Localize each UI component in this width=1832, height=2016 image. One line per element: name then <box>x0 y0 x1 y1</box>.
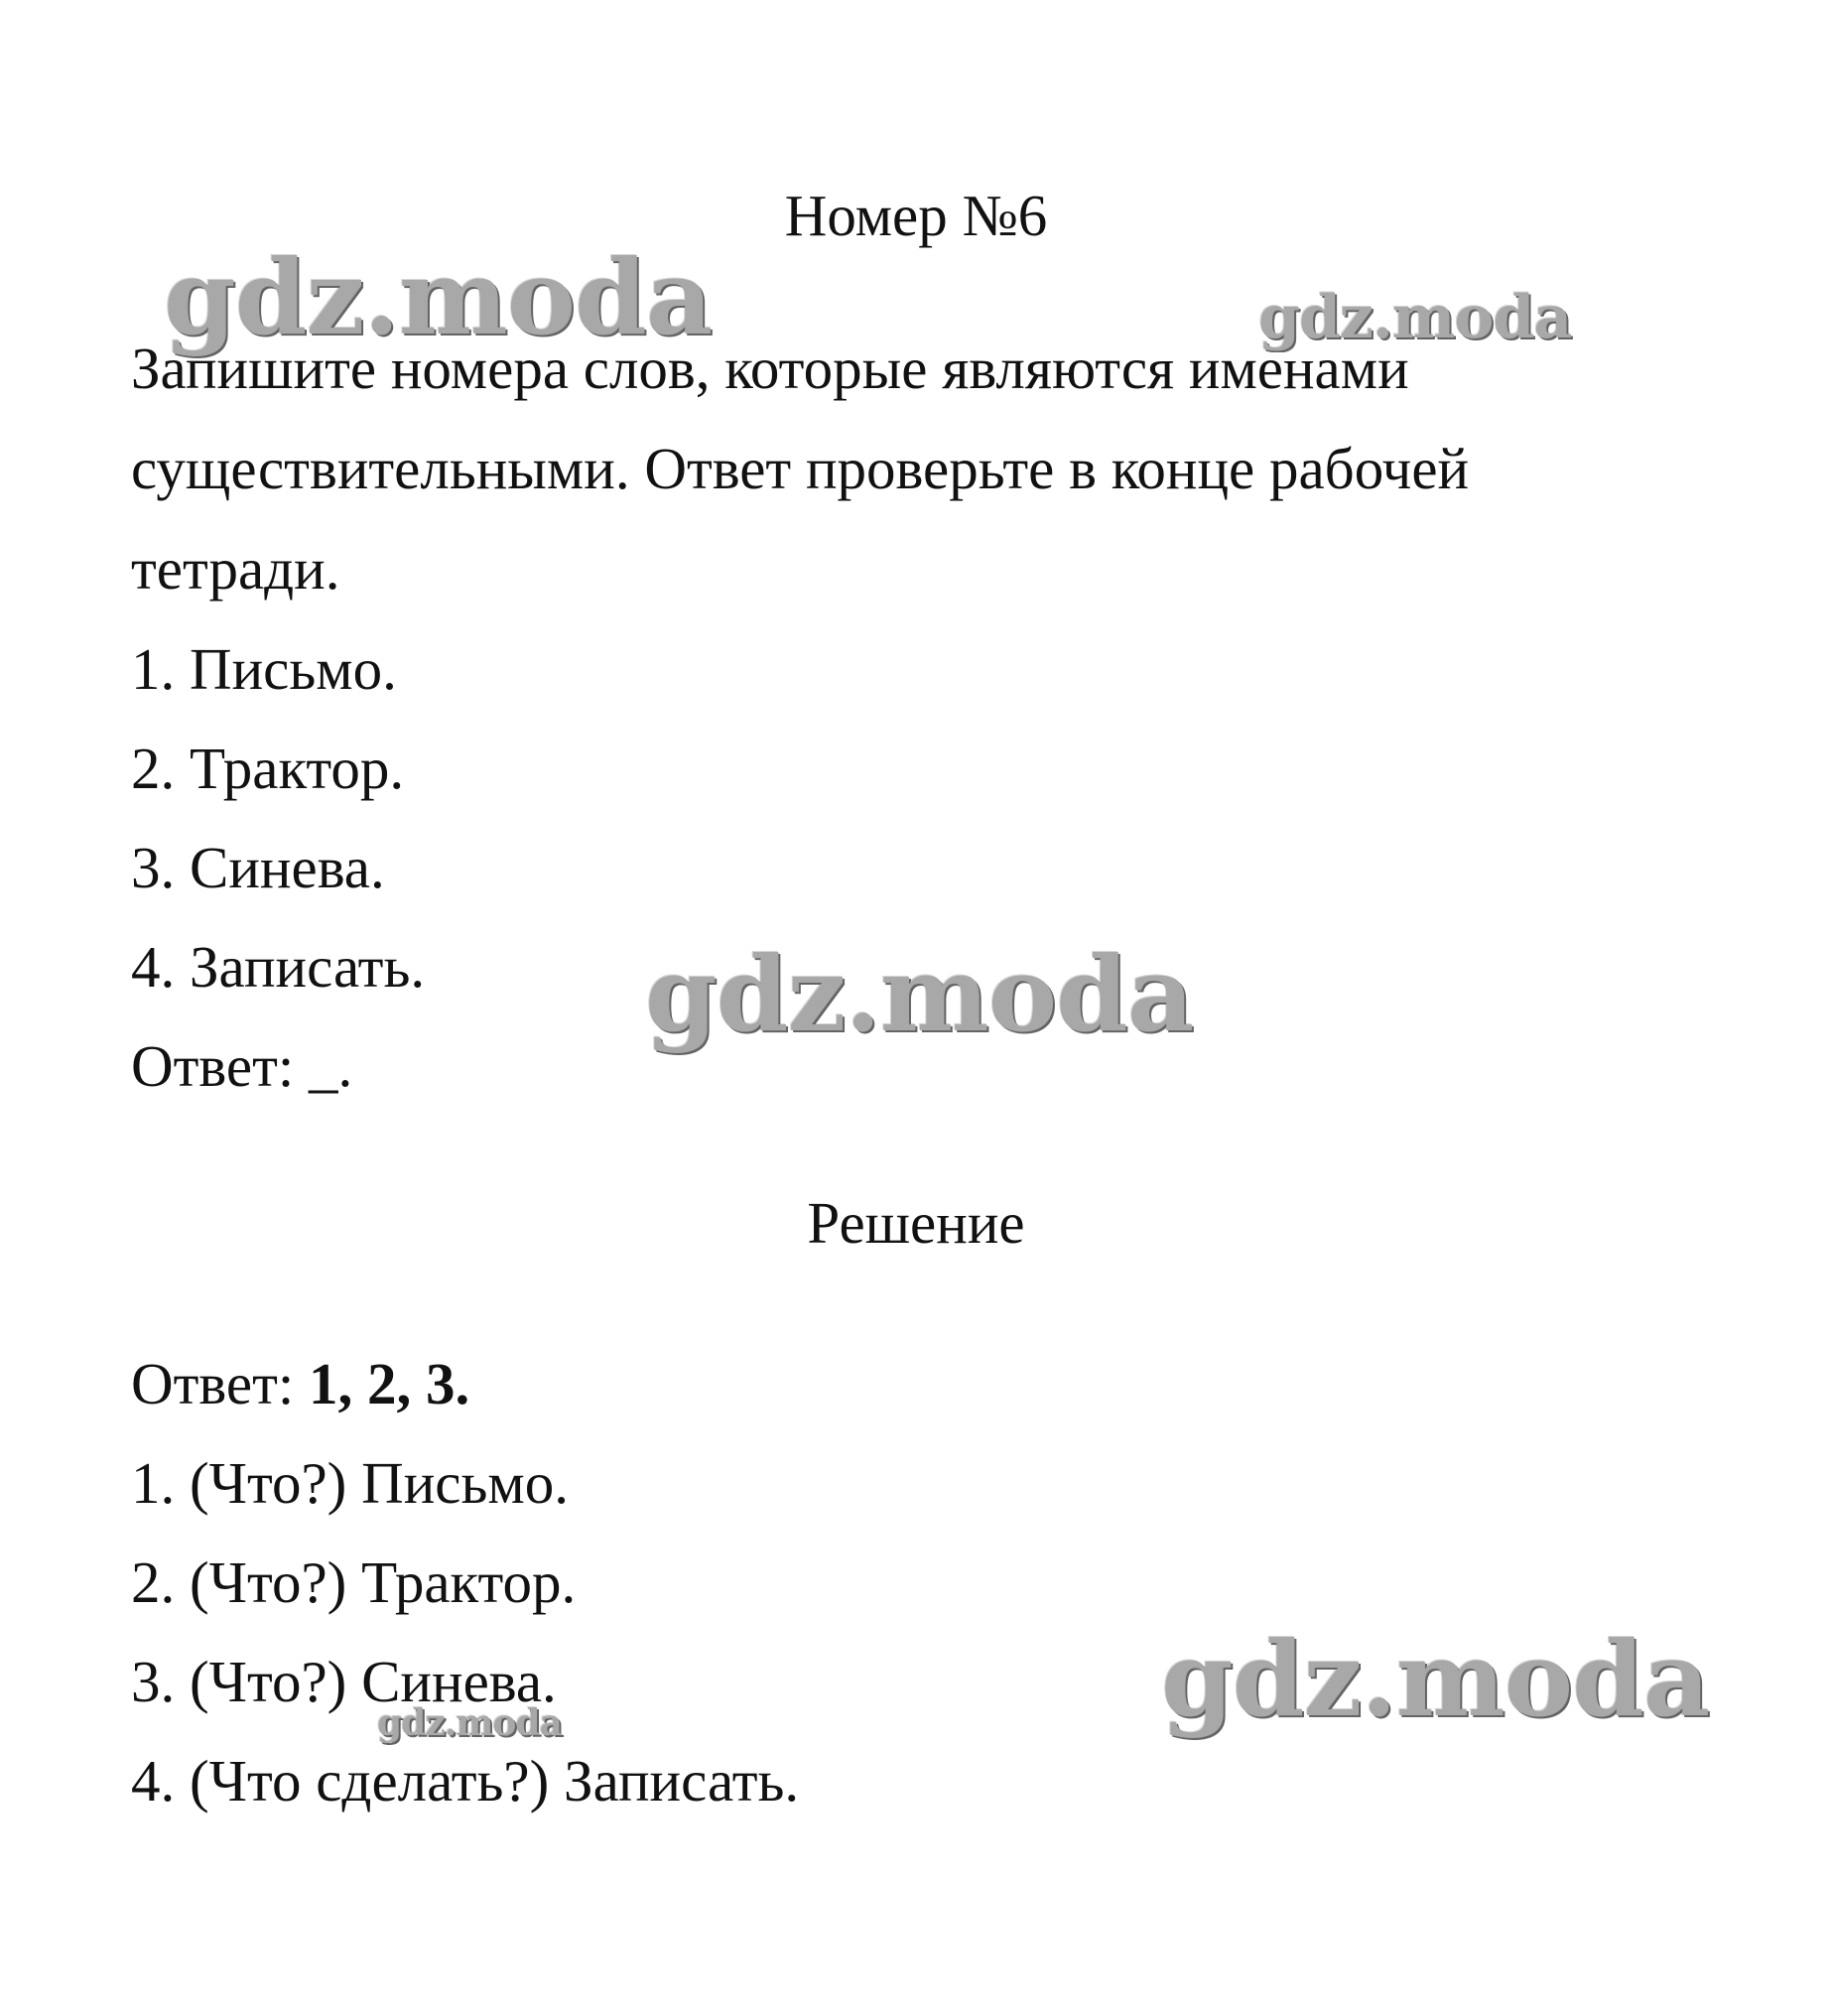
solution-item-4: 4. (Что сделать?) Записать. <box>131 1748 800 1814</box>
solution-answer-label: Ответ: <box>131 1351 295 1416</box>
watermark-logo: gdz.moda <box>377 1702 562 1744</box>
watermark-logo: gdz.moda <box>164 236 713 358</box>
solution-answer-value: 1, 2, 3. <box>309 1351 470 1416</box>
solution-heading: Решение <box>807 1190 1025 1256</box>
task-answer-blank: Ответ: _. <box>131 1033 353 1099</box>
task-item-2: 2. Трактор. <box>131 736 405 801</box>
task-line-1: Запишите номера слов, которые являются именами <box>131 336 1409 401</box>
task-line-3: тетради. <box>131 536 340 602</box>
solution-answer <box>131 1351 470 1416</box>
task-item-1: 1. Письмо. <box>131 636 397 702</box>
solution-item-1: 1. (Что?) Письмо. <box>131 1450 569 1516</box>
task-item-4: 4. Записать. <box>131 934 426 1000</box>
task-item-3: 3. Синева. <box>131 835 385 900</box>
watermark-logo: gdz.moda <box>1161 1618 1710 1740</box>
solution-item-3: 3. (Что?) Синева. <box>131 1649 557 1714</box>
watermark-logo: gdz.moda <box>645 933 1194 1055</box>
task-line-2: существительными. Ответ проверьте в конце рабочей <box>131 436 1470 501</box>
solution-item-2: 2. (Что?) Трактор. <box>131 1549 577 1615</box>
page-title: Номер №6 <box>784 183 1048 248</box>
watermark-logo: gdz.moda <box>1258 283 1572 352</box>
